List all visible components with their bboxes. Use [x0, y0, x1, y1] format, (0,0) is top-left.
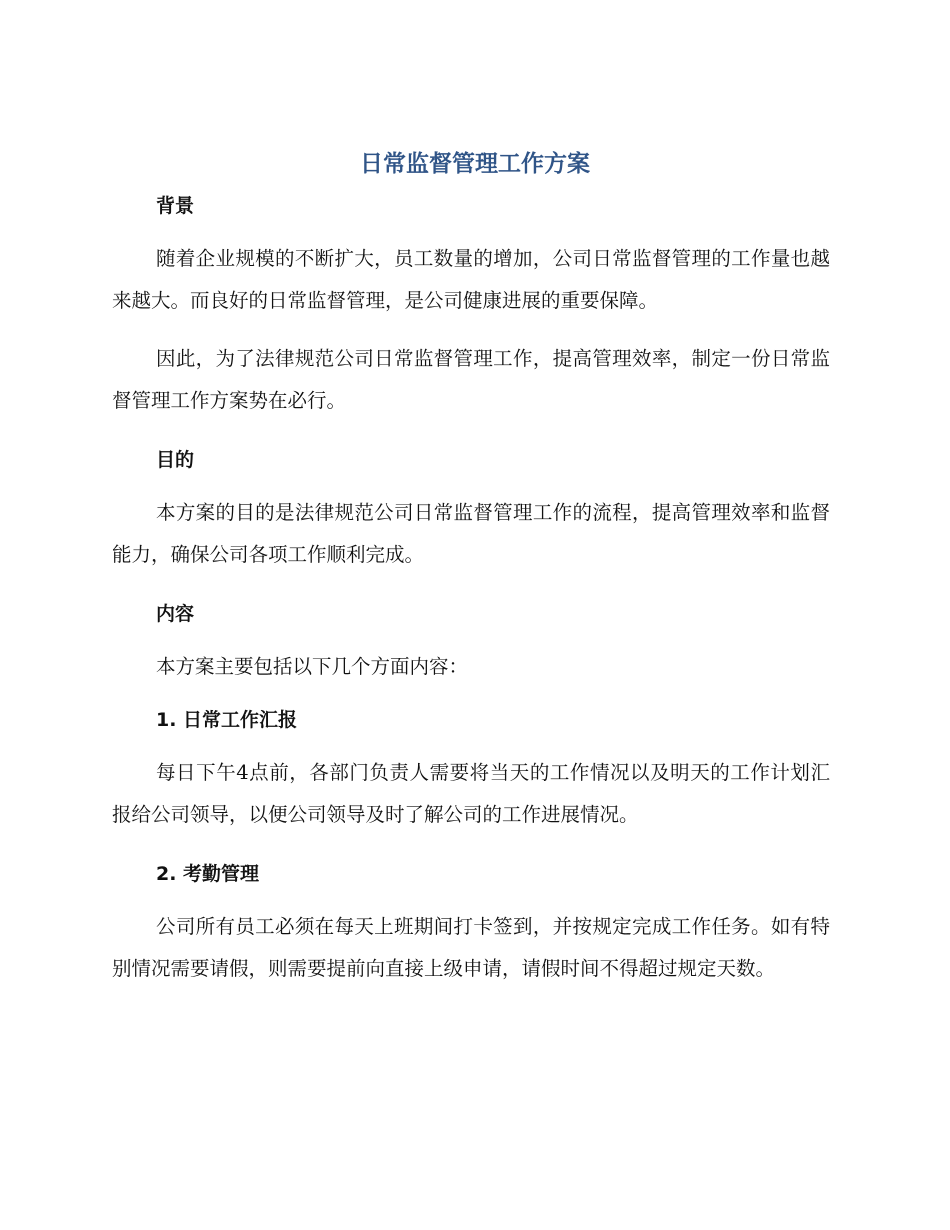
paragraph: 随着企业规模的不断扩大，员工数量的增加，公司日常监督管理的工作量也越来越大。而良好的日常监督管理，是公司健康进展的重要保障。 — [112, 247, 830, 312]
section-heading: 2. 考勤管理 — [156, 863, 260, 885]
paragraph: 本方案的目的是法律规范公司日常监督管理工作的流程，提高管理效率和监督能力，确保公司各项工作顺利完成。 — [112, 501, 830, 566]
section-attendance — [112, 858, 830, 990]
paragraph: 本方案主要包括以下几个方面内容： — [156, 655, 469, 678]
section-heading: 目的 — [156, 449, 195, 471]
paragraph: 公司所有员工必须在每天上班期间打卡签到，并按规定完成工作任务。如有特别情况需要请假，则需要提前向直接上级申请，请假时间不得超过规定天数。 — [112, 915, 830, 980]
section-content — [112, 598, 830, 688]
paragraph: 因此，为了法律规范公司日常监督管理工作，提高管理效率，制定一份日常监督管理工作方案势在必行。 — [112, 347, 830, 412]
section-purpose — [112, 444, 830, 576]
section-heading: 内容 — [156, 603, 195, 625]
document-body — [112, 190, 830, 990]
section-heading: 背景 — [156, 195, 195, 217]
document-title: 日常监督管理工作方案 — [360, 151, 590, 177]
section-background — [112, 190, 830, 422]
paragraph: 每日下午4点前，各部门负责人需要将当天的工作情况以及明天的工作计划汇报给公司领导，以便公司领导及时了解公司的工作进展情况。 — [112, 761, 830, 826]
section-heading: 1. 日常工作汇报 — [156, 709, 298, 731]
section-daily-report — [112, 704, 830, 836]
